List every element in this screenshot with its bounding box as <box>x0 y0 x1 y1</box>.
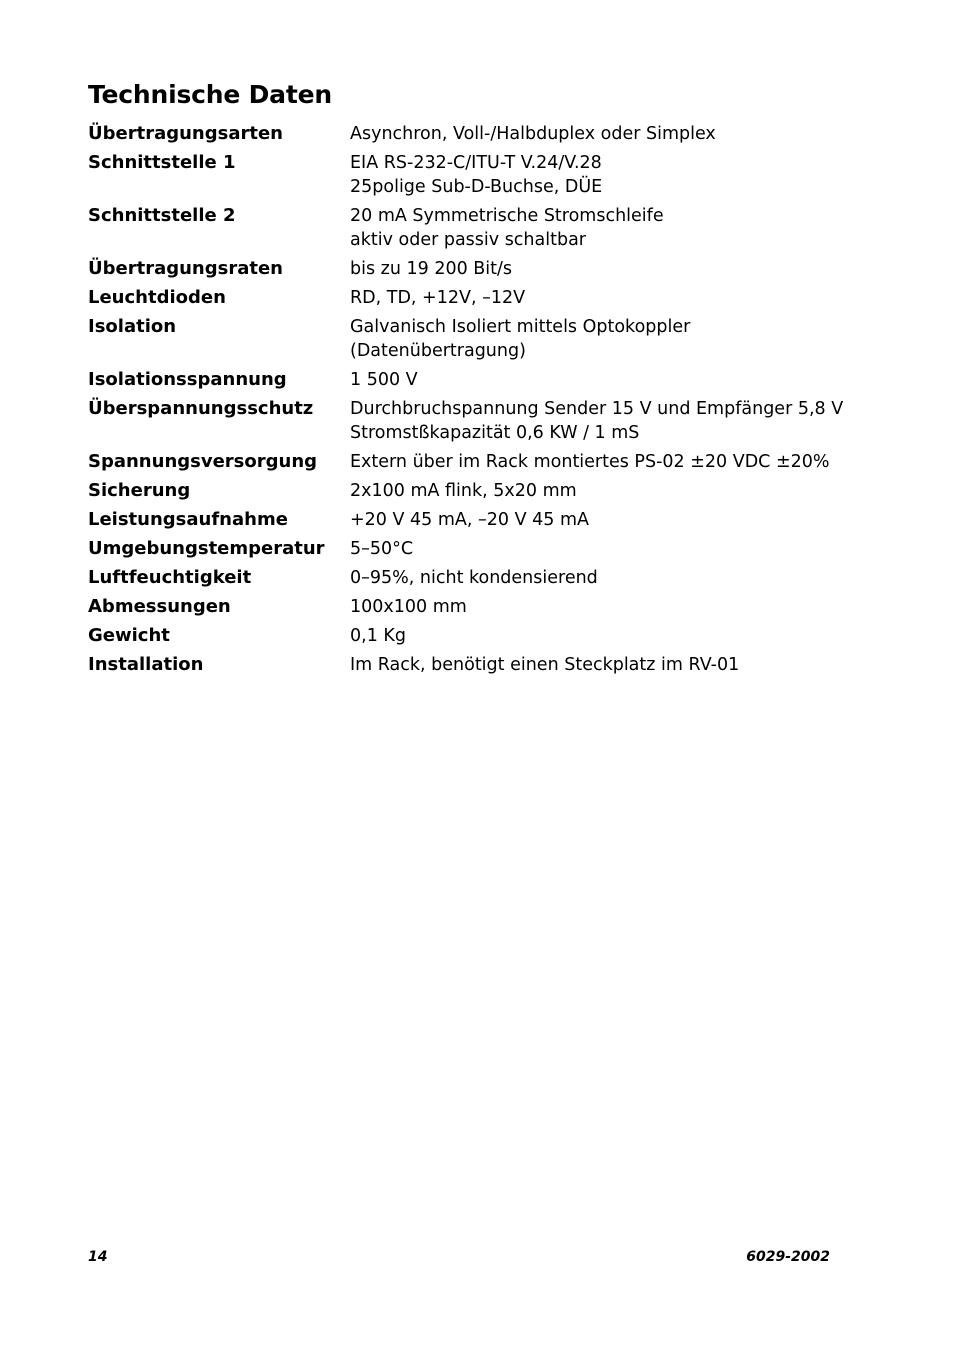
spec-value-line: 2x100 mA flink, 5x20 mm <box>350 481 577 501</box>
spec-value <box>350 286 848 310</box>
spec-value <box>350 566 848 590</box>
spec-label: Luftfeuchtigkeit <box>88 567 252 588</box>
spec-value-line: Stromstßkapazität 0,6 KW / 1 mS <box>350 423 640 443</box>
spec-label: Isolation <box>88 316 177 337</box>
spec-row <box>88 151 848 199</box>
spec-row <box>88 537 848 561</box>
spec-value <box>350 257 848 281</box>
spec-value-line: Asynchron, Voll-/Halbduplex oder Simplex <box>350 124 716 144</box>
spec-value-line: Im Rack, benötigt einen Steckplatz im RV-01 <box>350 655 740 675</box>
spec-label: Schnittstelle 1 <box>88 152 236 173</box>
spec-value-line: 0–95%, nicht kondensierend <box>350 568 598 588</box>
spec-value-line: EIA RS-232-C/ITU-T V.24/V.28 <box>350 153 602 173</box>
spec-label: Leistungsaufnahme <box>88 509 288 530</box>
spec-row <box>88 315 848 363</box>
spec-label: Übertragungsraten <box>88 258 283 279</box>
spec-label: Spannungsversorgung <box>88 451 318 472</box>
spec-value <box>350 368 848 392</box>
spec-value <box>350 624 848 648</box>
spec-value-line: 0,1 Kg <box>350 626 406 646</box>
spec-label: Sicherung <box>88 480 191 501</box>
spec-value <box>350 479 848 503</box>
spec-row <box>88 122 848 146</box>
spec-value <box>350 204 848 252</box>
spec-row <box>88 595 848 619</box>
spec-value <box>350 450 848 474</box>
spec-row <box>88 508 848 532</box>
spec-value-line: Extern über im Rack montiertes PS-02 ±20 VDC ±20% <box>350 452 830 472</box>
spec-label: Leuchtdioden <box>88 287 226 308</box>
spec-value-line: 1 500 V <box>350 370 418 390</box>
page-number: 14 <box>88 1249 108 1265</box>
spec-value <box>350 653 848 677</box>
spec-label: Abmessungen <box>88 596 231 617</box>
spec-value-line: Galvanisch Isoliert mittels Optokoppler <box>350 317 691 337</box>
spec-label: Überspannungsschutz <box>88 398 314 419</box>
spec-value-line: 20 mA Symmetrische Stromschleife <box>350 206 664 226</box>
spec-label: Gewicht <box>88 625 170 646</box>
spec-value-line: +20 V 45 mA, –20 V 45 mA <box>350 510 589 530</box>
page-title: Technische Daten <box>88 80 332 109</box>
spec-row <box>88 624 848 648</box>
spec-value <box>350 508 848 532</box>
spec-value-line: aktiv oder passiv schaltbar <box>350 230 586 250</box>
spec-label: Übertragungsarten <box>88 123 283 144</box>
spec-value-line: bis zu 19 200 Bit/s <box>350 259 513 279</box>
spec-label: Installation <box>88 654 204 675</box>
spec-row <box>88 257 848 281</box>
document-number: 6029-2002 <box>746 1249 830 1265</box>
spec-value <box>350 151 848 199</box>
spec-row <box>88 204 848 252</box>
spec-row <box>88 479 848 503</box>
spec-value <box>350 315 848 363</box>
spec-row <box>88 566 848 590</box>
spec-row <box>88 368 848 392</box>
spec-value-line: 5–50°C <box>350 539 414 559</box>
spec-row <box>88 397 848 445</box>
spec-label: Isolationsspannung <box>88 369 287 390</box>
spec-value-line: (Datenübertragung) <box>350 341 526 361</box>
spec-value-line: 100x100 mm <box>350 597 467 617</box>
spec-table <box>88 122 848 682</box>
spec-row <box>88 653 848 677</box>
spec-label: Umgebungstemperatur <box>88 538 325 559</box>
spec-value-line: Durchbruchspannung Sender 15 V und Empfänger 5,8 V <box>350 399 844 419</box>
spec-value <box>350 122 848 146</box>
spec-label: Schnittstelle 2 <box>88 205 236 226</box>
spec-value <box>350 537 848 561</box>
spec-row <box>88 450 848 474</box>
spec-row <box>88 286 848 310</box>
spec-value-line: 25polige Sub-D-Buchse, DÜE <box>350 177 603 197</box>
spec-value-line: RD, TD, +12V, –12V <box>350 288 526 308</box>
spec-value <box>350 397 848 445</box>
spec-value <box>350 595 848 619</box>
